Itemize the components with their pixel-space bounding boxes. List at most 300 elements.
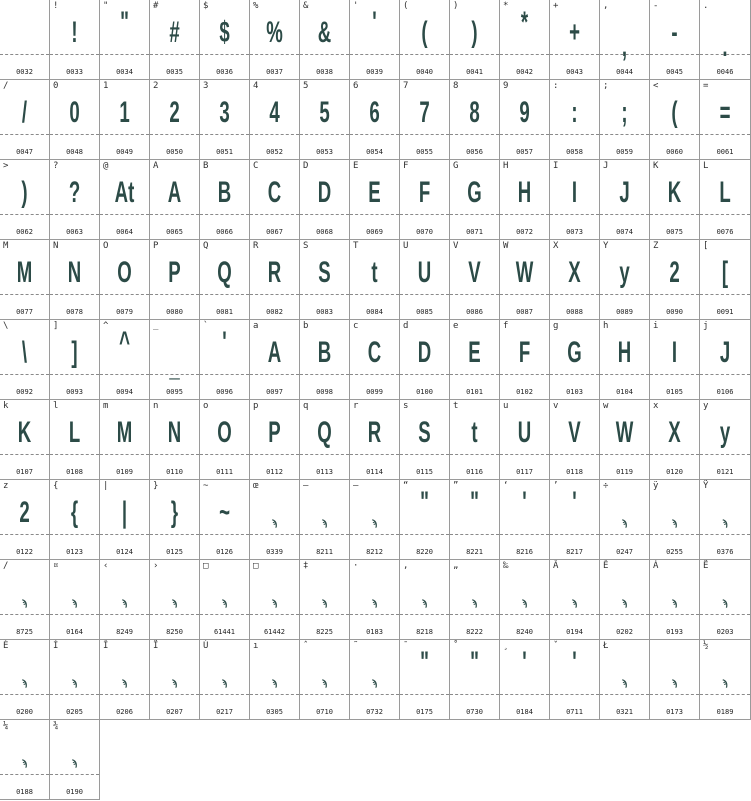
glyph-code-label: 0060	[666, 148, 683, 156]
glyph-preview: %	[266, 16, 283, 49]
glyph-char-label: ÿ	[653, 481, 659, 491]
baseline-rule	[550, 534, 599, 535]
glyph-preview: B	[217, 176, 232, 209]
glyph-preview: E	[468, 336, 481, 369]
glyph-code-label: 0108	[66, 468, 83, 476]
glyph-preview: 0	[69, 96, 80, 129]
glyph-code-label: 0095	[166, 388, 183, 396]
glyph-preview: '	[522, 486, 527, 519]
glyph-cell	[200, 560, 250, 640]
glyph-preview: V	[568, 416, 581, 449]
glyph-cell	[550, 640, 600, 720]
glyph-preview: ϡ	[271, 598, 278, 608]
glyph-code-label: 8249	[116, 628, 133, 636]
glyph-cell	[350, 480, 400, 560]
glyph-cell	[50, 80, 100, 160]
baseline-rule	[0, 454, 49, 455]
glyph-code-label: 0100	[416, 388, 433, 396]
glyph-code-label: 0063	[66, 228, 83, 236]
glyph-preview: t	[471, 416, 478, 449]
glyph-char-label: a	[253, 321, 259, 331]
baseline-rule	[250, 54, 299, 55]
glyph-cell	[600, 80, 650, 160]
glyph-preview: ϡ	[71, 758, 78, 768]
baseline-rule	[400, 374, 449, 375]
glyph-char-label: j	[703, 321, 709, 331]
glyph-char-label: ˇ	[553, 641, 559, 651]
glyph-preview: X	[568, 256, 581, 289]
glyph-code-label: 0125	[166, 548, 183, 556]
glyph-cell	[650, 640, 700, 720]
glyph-cell	[50, 560, 100, 640]
glyph-code-label: 0255	[666, 548, 683, 556]
glyph-char-label: H	[503, 161, 509, 171]
glyph-preview: #	[169, 16, 180, 49]
glyph-char-label: I	[553, 161, 559, 171]
baseline-rule	[0, 134, 49, 135]
glyph-code-label: 0102	[516, 388, 533, 396]
baseline-rule	[450, 134, 499, 135]
glyph-code-label: 0073	[566, 228, 583, 236]
baseline-rule	[100, 614, 149, 615]
glyph-cell	[650, 160, 700, 240]
glyph-preview: ϡ	[271, 678, 278, 688]
glyph-preview: M	[16, 256, 33, 289]
glyph-code-label: 0101	[466, 388, 483, 396]
glyph-cell	[0, 160, 50, 240]
glyph-preview: 9	[519, 96, 530, 129]
glyph-cell	[200, 400, 250, 480]
glyph-preview: At	[114, 176, 135, 209]
glyph-cell	[600, 480, 650, 560]
glyph-char-label: n	[153, 401, 159, 411]
baseline-rule	[100, 454, 149, 455]
glyph-char-label: #	[153, 1, 159, 11]
glyph-preview: H	[617, 336, 632, 369]
glyph-cell	[0, 80, 50, 160]
glyph-code-label: 0044	[616, 68, 633, 76]
baseline-rule	[700, 214, 750, 215]
glyph-code-label: 0339	[266, 548, 283, 556]
glyph-char-label: y	[703, 401, 709, 411]
baseline-rule	[0, 54, 49, 55]
glyph-code-label: 0105	[666, 388, 683, 396]
baseline-rule	[250, 614, 299, 615]
glyph-char-label: Î	[103, 641, 109, 651]
glyph-code-label: 0207	[166, 708, 183, 716]
baseline-rule	[650, 294, 699, 295]
glyph-char-label: □	[253, 561, 259, 571]
glyph-preview: '	[522, 646, 527, 679]
glyph-code-label: 0099	[366, 388, 383, 396]
glyph-preview: =	[719, 96, 731, 129]
glyph-cell	[400, 560, 450, 640]
glyph-cell	[250, 320, 300, 400]
glyph-cell	[200, 320, 250, 400]
glyph-cell	[150, 480, 200, 560]
glyph-cell	[500, 0, 550, 80]
glyph-code-label: 0086	[466, 308, 483, 316]
glyph-char-label: !	[53, 1, 59, 11]
glyph-cell	[300, 160, 350, 240]
glyph-char-label: +	[553, 1, 559, 11]
glyph-cell	[400, 320, 450, 400]
glyph-cell	[50, 240, 100, 320]
glyph-char-label: s	[403, 401, 409, 411]
glyph-cell	[400, 80, 450, 160]
glyph-preview: ϡ	[121, 678, 128, 688]
glyph-cell	[0, 240, 50, 320]
glyph-code-label: 0056	[466, 148, 483, 156]
glyph-char-label: ‘	[503, 481, 509, 491]
glyph-char-label: ]	[53, 321, 59, 331]
glyph-preview: ϡ	[71, 678, 78, 688]
glyph-preview: y	[719, 416, 731, 449]
baseline-rule	[700, 534, 750, 535]
glyph-code-label: 0045	[666, 68, 683, 76]
glyph-char-label: G	[453, 161, 459, 171]
glyph-cell	[450, 240, 500, 320]
baseline-rule	[550, 374, 599, 375]
glyph-cell	[200, 80, 250, 160]
glyph-cell	[100, 560, 150, 640]
glyph-code-label: 0087	[516, 308, 533, 316]
glyph-code-label: 8218	[416, 628, 433, 636]
glyph-preview: H	[517, 176, 532, 209]
glyph-code-label: 0072	[516, 228, 533, 236]
glyph-code-label: 0057	[516, 148, 533, 156]
glyph-char-label: È	[3, 641, 9, 651]
glyph-preview: '	[572, 486, 577, 519]
glyph-preview: ϡ	[621, 518, 628, 528]
baseline-rule	[0, 534, 49, 535]
glyph-code-label: 0118	[566, 468, 583, 476]
baseline-rule	[50, 774, 99, 775]
glyph-preview: 3	[219, 96, 230, 129]
glyph-preview: W	[515, 256, 534, 289]
glyph-code-label: 8222	[466, 628, 483, 636]
glyph-char-label: l	[53, 401, 59, 411]
glyph-cell	[200, 240, 250, 320]
baseline-rule	[50, 694, 99, 695]
baseline-rule	[500, 294, 549, 295]
baseline-rule	[450, 614, 499, 615]
glyph-code-label: 8225	[316, 628, 333, 636]
glyph-char-label: Z	[653, 241, 659, 251]
glyph-code-label: 8212	[366, 548, 383, 556]
glyph-char-label: ÷	[603, 481, 609, 491]
glyph-preview: L	[68, 416, 81, 449]
glyph-preview: J	[719, 336, 731, 369]
glyph-char-label: :	[553, 81, 559, 91]
glyph-cell	[700, 0, 751, 80]
glyph-code-label: 0115	[416, 468, 433, 476]
glyph-char-label: )	[453, 1, 459, 11]
baseline-rule	[250, 134, 299, 135]
glyph-code-label: 0126	[216, 548, 233, 556]
glyph-cell	[350, 80, 400, 160]
glyph-code-label: 0070	[416, 228, 433, 236]
glyph-code-label: 0183	[366, 628, 383, 636]
glyph-char-label: J	[603, 161, 609, 171]
glyph-code-label: 0049	[116, 148, 133, 156]
glyph-cell	[550, 240, 600, 320]
glyph-code-label: 0077	[16, 308, 33, 316]
glyph-code-label: 0078	[66, 308, 83, 316]
glyph-char-label: Á	[653, 561, 659, 571]
glyph-char-label: M	[3, 241, 9, 251]
glyph-code-label: 0164	[66, 628, 83, 636]
glyph-char-label: =	[703, 81, 709, 91]
baseline-rule	[150, 214, 199, 215]
glyph-code-label: 0710	[316, 708, 333, 716]
glyph-preview: N	[67, 256, 82, 289]
baseline-rule	[150, 614, 199, 615]
glyph-char-label: □	[203, 561, 209, 571]
glyph-code-label: 0034	[116, 68, 133, 76]
glyph-code-label: 0094	[116, 388, 133, 396]
baseline-rule	[650, 694, 699, 695]
baseline-rule	[0, 694, 49, 695]
glyph-char-label: ”	[453, 481, 459, 491]
baseline-rule	[600, 54, 649, 55]
glyph-preview: [	[721, 256, 729, 289]
baseline-rule	[500, 214, 549, 215]
glyph-cell	[100, 640, 150, 720]
baseline-rule	[200, 534, 249, 535]
glyph-char-label: [	[703, 241, 709, 251]
baseline-rule	[550, 214, 599, 215]
baseline-rule	[150, 294, 199, 295]
baseline-rule	[200, 134, 249, 135]
baseline-rule	[250, 374, 299, 375]
baseline-rule	[550, 614, 599, 615]
glyph-cell	[300, 320, 350, 400]
glyph-cell	[450, 480, 500, 560]
glyph-preview: ϡ	[421, 598, 428, 608]
glyph-cell	[50, 480, 100, 560]
glyph-code-label: 0064	[116, 228, 133, 236]
glyph-cell	[100, 400, 150, 480]
glyph-preview: ϡ	[321, 518, 328, 528]
glyph-cell	[600, 400, 650, 480]
glyph-code-label: 0173	[666, 708, 683, 716]
glyph-code-label: 0082	[266, 308, 283, 316]
glyph-code-label: 0189	[716, 708, 734, 716]
glyph-preview: ϡ	[571, 598, 578, 608]
baseline-rule	[450, 294, 499, 295]
glyph-preview: ^	[119, 326, 130, 359]
baseline-rule	[350, 294, 399, 295]
glyph-preview: }	[170, 496, 179, 529]
glyph-code-label: 0066	[216, 228, 233, 236]
glyph-char-label: {	[53, 481, 59, 491]
glyph-code-label: 0037	[266, 68, 283, 76]
glyph-preview: A	[167, 176, 182, 209]
glyph-char-label: —	[353, 481, 359, 491]
glyph-char-label: ˚	[453, 641, 459, 651]
baseline-rule	[200, 694, 249, 695]
glyph-preview: Q	[317, 416, 332, 449]
glyph-code-label: 8725	[16, 628, 33, 636]
glyph-cell	[100, 320, 150, 400]
glyph-char-label: ·	[353, 561, 359, 571]
glyph-code-label: 0193	[666, 628, 683, 636]
glyph-code-label: 0123	[66, 548, 83, 556]
baseline-rule	[0, 214, 49, 215]
baseline-rule	[700, 694, 750, 695]
glyph-preview: O	[217, 416, 232, 449]
glyph-preview: +	[569, 16, 580, 49]
glyph-cell	[650, 560, 700, 640]
baseline-rule	[450, 534, 499, 535]
glyph-preview: ϡ	[121, 598, 128, 608]
glyph-code-label: 0321	[616, 708, 633, 716]
glyph-cell	[400, 0, 450, 80]
glyph-char-label: ;	[603, 81, 609, 91]
glyph-cell	[550, 80, 600, 160]
glyph-preview: 6	[369, 96, 380, 129]
glyph-char-label: Ê	[603, 561, 609, 571]
glyph-code-label: 0175	[416, 708, 433, 716]
glyph-code-label: 0113	[316, 468, 333, 476]
baseline-rule	[350, 614, 399, 615]
glyph-code-label: 0084	[366, 308, 383, 316]
glyph-code-label: 0376	[716, 548, 734, 556]
glyph-char-label: (	[403, 1, 409, 11]
glyph-cell	[700, 560, 751, 640]
glyph-cell	[350, 560, 400, 640]
baseline-rule	[600, 614, 649, 615]
glyph-preview: ϡ	[271, 518, 278, 528]
glyph-char-label: %	[253, 1, 259, 11]
glyph-char-label: 0	[53, 81, 59, 91]
glyph-char-label: V	[453, 241, 459, 251]
glyph-code-label: 0069	[366, 228, 383, 236]
baseline-rule	[100, 54, 149, 55]
glyph-char-label: ›	[153, 561, 159, 571]
glyph-char-label: B	[203, 161, 209, 171]
baseline-rule	[150, 134, 199, 135]
glyph-preview: O	[117, 256, 132, 289]
glyph-preview: )	[471, 16, 478, 49]
glyph-code-label: 0188	[16, 788, 33, 796]
baseline-rule	[300, 294, 349, 295]
baseline-rule	[500, 454, 549, 455]
glyph-cell	[50, 0, 100, 80]
glyph-cell	[400, 480, 450, 560]
glyph-cell	[150, 240, 200, 320]
glyph-preview	[9, 8, 39, 58]
baseline-rule	[300, 614, 349, 615]
glyph-code-label: 0124	[116, 548, 133, 556]
glyph-char-label: Ù	[203, 641, 209, 651]
glyph-char-label: “	[403, 481, 409, 491]
glyph-code-label: 0117	[516, 468, 533, 476]
glyph-preview: "	[470, 486, 479, 519]
glyph-cell	[50, 160, 100, 240]
glyph-code-label: 0040	[416, 68, 433, 76]
glyph-cell	[0, 320, 50, 400]
glyph-code-label: 0119	[616, 468, 633, 476]
glyph-cell	[650, 400, 700, 480]
glyph-cell	[50, 640, 100, 720]
glyph-char-label: i	[653, 321, 659, 331]
baseline-rule	[350, 534, 399, 535]
baseline-rule	[550, 134, 599, 135]
glyph-code-label: 0088	[566, 308, 583, 316]
glyph-cell	[600, 240, 650, 320]
glyph-char-label: v	[553, 401, 559, 411]
baseline-rule	[350, 214, 399, 215]
glyph-cell	[300, 0, 350, 80]
glyph-preview: X	[668, 416, 681, 449]
glyph-cell	[600, 320, 650, 400]
glyph-preview: 2	[169, 96, 180, 129]
glyph-char-label: C	[253, 161, 259, 171]
glyph-preview: )	[21, 176, 28, 209]
glyph-char-label: ‚	[403, 561, 409, 571]
glyph-code-label: 0035	[166, 68, 183, 76]
glyph-cell	[450, 640, 500, 720]
baseline-rule	[50, 134, 99, 135]
glyph-cell	[600, 560, 650, 640]
glyph-char-label: ^	[103, 321, 109, 331]
glyph-cell	[0, 400, 50, 480]
glyph-cell	[650, 240, 700, 320]
baseline-rule	[0, 294, 49, 295]
baseline-rule	[50, 294, 99, 295]
glyph-cell	[250, 560, 300, 640]
glyph-cell	[350, 320, 400, 400]
glyph-char-label: ‹	[103, 561, 109, 571]
baseline-rule	[100, 294, 149, 295]
glyph-char-label: ‰	[503, 561, 509, 571]
glyph-char-label: `	[203, 321, 209, 331]
glyph-char-label: F	[403, 161, 409, 171]
glyph-preview: ϡ	[371, 678, 378, 688]
glyph-code-label: 0104	[616, 388, 633, 396]
glyph-code-label: 0079	[116, 308, 133, 316]
glyph-preview: "	[120, 6, 129, 39]
glyph-preview: I	[671, 336, 678, 369]
glyph-cell	[500, 560, 550, 640]
glyph-code-label: 0053	[316, 148, 333, 156]
glyph-code-label: 0071	[466, 228, 483, 236]
glyph-cell	[150, 320, 200, 400]
glyph-cell	[250, 160, 300, 240]
glyph-cell	[650, 80, 700, 160]
baseline-rule	[450, 214, 499, 215]
baseline-rule	[250, 694, 299, 695]
glyph-code-label: 0047	[16, 148, 33, 156]
glyph-char-label: 7	[403, 81, 409, 91]
glyph-cell	[0, 480, 50, 560]
glyph-cell	[200, 160, 250, 240]
glyph-code-label: 0217	[216, 708, 233, 716]
baseline-rule	[250, 534, 299, 535]
glyph-cell	[600, 0, 650, 80]
glyph-code-label: 0081	[216, 308, 233, 316]
baseline-rule	[100, 214, 149, 215]
baseline-rule	[650, 214, 699, 215]
glyph-preview: '	[572, 646, 577, 679]
glyph-char-label: ∕	[3, 561, 9, 571]
glyph-code-label: 0076	[716, 228, 734, 236]
glyph-preview: ϡ	[471, 598, 478, 608]
glyph-char-label: -	[653, 1, 659, 11]
glyph-preview: !	[71, 16, 78, 49]
